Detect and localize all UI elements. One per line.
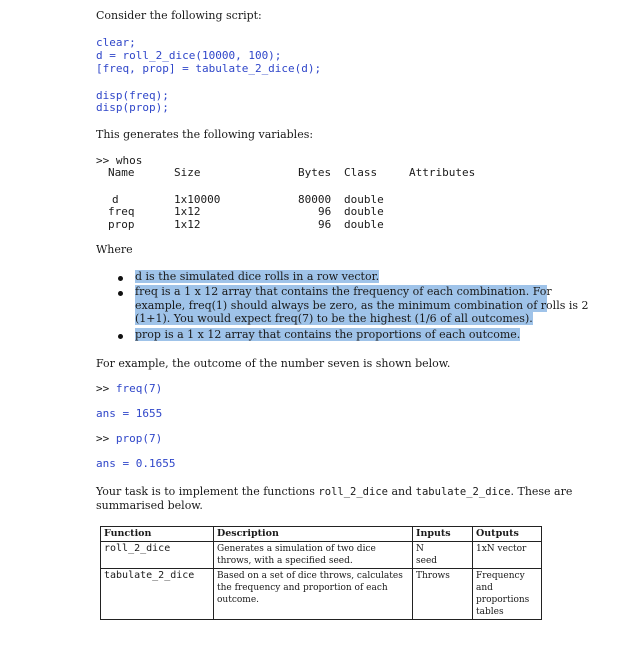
- bullet-item: d is the simulated dice rolls in a row vector.: [135, 270, 380, 283]
- whos-row-size: 1x12: [174, 205, 201, 218]
- cell-outputs: 1xN vector: [473, 542, 542, 569]
- cell-function: tabulate_2_dice: [101, 569, 214, 620]
- console-line: >> freq(7): [96, 382, 163, 395]
- where-text: Where: [96, 243, 133, 256]
- generates-text: This generates the following variables:: [96, 128, 314, 141]
- console-answer: ans = 0.1655: [96, 457, 176, 470]
- whos-row-bytes: 96: [318, 218, 332, 231]
- cell-function: roll_2_dice: [101, 542, 214, 569]
- console-line: >> prop(7): [96, 432, 163, 445]
- whos-row-class: double: [344, 193, 384, 206]
- code-line: clear;: [96, 36, 136, 49]
- whos-row-bytes: 80000: [298, 193, 332, 206]
- bullet-item: freq is a 1 x 12 array that contains the frequency of each combination. For example, freq(1) should always be zero, as the minimum combination of rolls is 2 (1+1). You would expect freq(7) to be the highest (1/6 of all outcomes).: [135, 285, 589, 325]
- bullet-icon: [118, 276, 123, 281]
- cell-inputs: Throws: [413, 569, 473, 620]
- code-line: disp(freq);: [96, 89, 169, 102]
- whos-header-bytes: Bytes: [298, 166, 332, 179]
- whos-command: >> whos: [96, 154, 143, 167]
- cell-inputs: N seed: [413, 542, 473, 569]
- task-text: Your task is to implement the functions roll_2_dice and tabulate_2_dice. These are summarised below.: [96, 485, 573, 512]
- code-line: d = roll_2_dice(10000, 100);: [96, 49, 282, 62]
- table-header-row: [101, 527, 542, 542]
- code-line: disp(prop);: [96, 101, 169, 114]
- intro-text: Consider the following script:: [96, 9, 262, 22]
- whos-header-class: Class: [344, 166, 378, 179]
- whos-row-size: 1x10000: [174, 193, 221, 206]
- whos-row-size: 1x12: [174, 218, 201, 231]
- table-row: [101, 542, 542, 569]
- whos-row-bytes: 96: [318, 205, 332, 218]
- whos-row-name: freq: [108, 205, 135, 218]
- col-header-function: Function: [101, 527, 214, 542]
- whos-row-name: d: [112, 193, 119, 206]
- whos-header-size: Size: [174, 166, 201, 179]
- whos-header-name: Name: [108, 166, 135, 179]
- table-row: [101, 569, 542, 620]
- example-text: For example, the outcome of the number seven is shown below.: [96, 357, 451, 370]
- whos-row-class: double: [344, 205, 384, 218]
- whos-row-class: double: [344, 218, 384, 231]
- cell-description: Based on a set of dice throws, calculates the frequency and proportion of each outcome.: [214, 569, 413, 620]
- bullet-icon: [118, 334, 123, 339]
- col-header-description: Description: [214, 527, 413, 542]
- code-line: [freq, prop] = tabulate_2_dice(d);: [96, 62, 322, 75]
- bullet-item: prop is a 1 x 12 array that contains the proportions of each outcome.: [135, 328, 521, 341]
- console-answer: ans = 1655: [96, 407, 163, 420]
- col-header-inputs: Inputs: [413, 527, 473, 542]
- col-header-outputs: Outputs: [473, 527, 542, 542]
- bullet-icon: [118, 291, 123, 296]
- whos-header-attributes: Attributes: [409, 166, 476, 179]
- cell-outputs: Frequency and proportions tables: [473, 569, 542, 620]
- whos-row-name: prop: [108, 218, 135, 231]
- functions-table: [100, 526, 542, 620]
- cell-description: Generates a simulation of two dice throws, with a specified seed.: [214, 542, 413, 569]
